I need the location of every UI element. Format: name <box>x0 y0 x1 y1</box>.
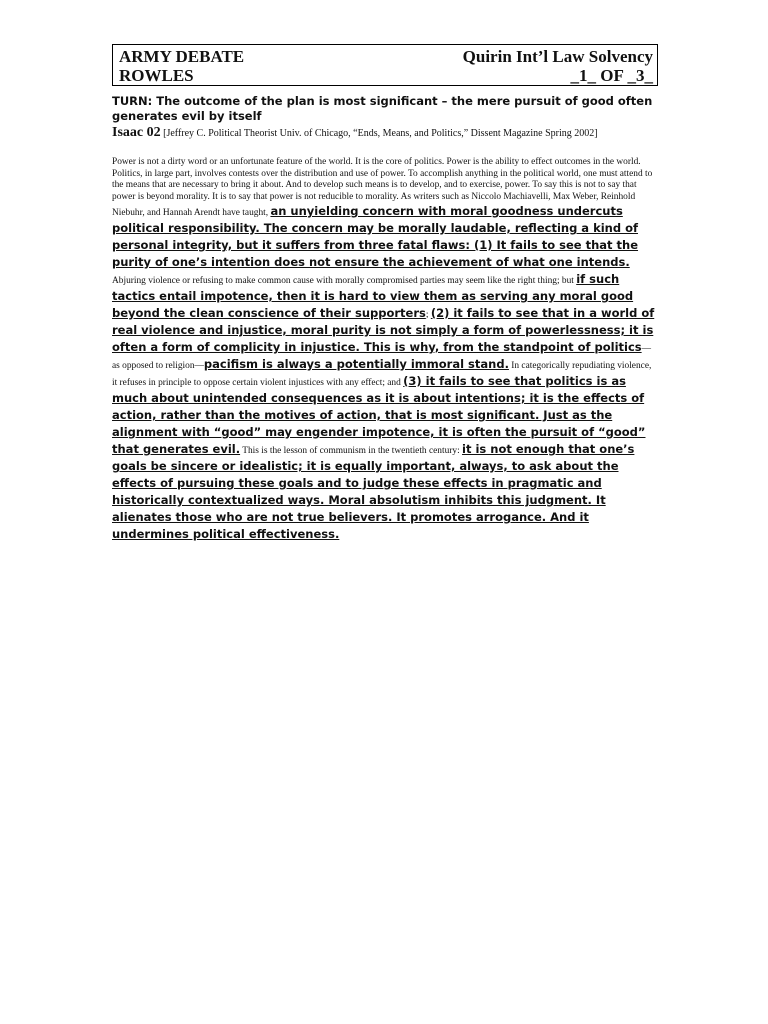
citation-author: Isaac 02 <box>112 125 161 140</box>
card-highlight: an unyielding concern with moral goodness undercuts political responsibility. The concern may be morally laudable, reflecting a kind of personal integrity, but it suffers from three fatal flaws: (1) It fails to see that the purity of one’s intention does not ensure the achievement of what one intends. <box>112 204 639 269</box>
card-highlight: (3) it fails to see that politics is as much about unintended consequences as it is about intentions; it is the effects of action, rather than the motives of action, that is most significant. Just as the alignment with “good” may engender impotence, it is often the pursuit of “good” that generates evil. <box>112 374 646 456</box>
card-text: ; <box>425 310 431 320</box>
card-text: — as opposed to religion— <box>112 344 651 371</box>
citation <box>112 126 658 140</box>
school-name: ARMY DEBATE <box>119 47 245 66</box>
document-page <box>112 44 658 543</box>
card-tag: TURN: The outcome of the plan is most significant – the mere pursuit of good often generates evil by itself <box>112 94 653 123</box>
card-text: Power is not a dirty word or an unfortunate feature of the world. It is the core of politics. Power is the ability to effect outcomes in the world. Politics, in large part, involves contests over the distribution and use of power. To accomplish anything in the political world, one must attend to the means that are necessary to bring it about. And to develop such means is to develop, and to exercise, power. To say this is not to say that power is beyond morality. It is to say that power is not reducible to morality. As writers such as Niccolo Machiavelli, Max Weber, Reinhold Niebuhr, and Hannah Arendt have taught, <box>112 157 653 218</box>
card-highlight: (2) it fails to see that in a world of real violence and injustice, moral purity is not simply a form of powerlessness; it is often a form of complicity in injustice. This is why, from the standpoint of politics <box>112 306 655 354</box>
page-count: _1_ OF _3_ <box>570 66 653 85</box>
file-title: Quirin Int’l Law Solvency <box>462 47 653 66</box>
header-box <box>112 44 658 86</box>
card-highlight: pacifism is always a potentially immoral stand. <box>203 357 509 371</box>
card-text: In categorically repudiating violence, it refuses in principle to oppose certain violent injustices with any effect; and <box>112 361 652 388</box>
card-highlight: it is not enough that one’s goals be sincere or idealistic; it is equally important, always, to ask about the effects of pursuing these goals and to judge these effects in pragmatic and historically contextualized ways. Moral absolutism inhibits this judgment. It alienates those who are not true believers. It promotes arrogance. And it undermines political effectiveness. <box>112 442 635 541</box>
debater-name: ROWLES <box>119 66 194 85</box>
citation-detail: [Jeffrey C. Political Theorist Univ. of Chicago, “Ends, Means, and Politics,” Dissent Magazine Spring 2002] <box>160 128 598 139</box>
card-highlight: if such tactics entail impotence, then it is hard to view them as serving any moral good beyond the clean conscience of their supporters <box>112 272 634 320</box>
card-text: Abjuring violence or refusing to make common cause with morally compromised parties may seem like the right thing; but <box>112 276 577 286</box>
card-text: This is the lesson of communism in the twentieth century: <box>240 446 463 456</box>
card-body <box>112 157 658 543</box>
